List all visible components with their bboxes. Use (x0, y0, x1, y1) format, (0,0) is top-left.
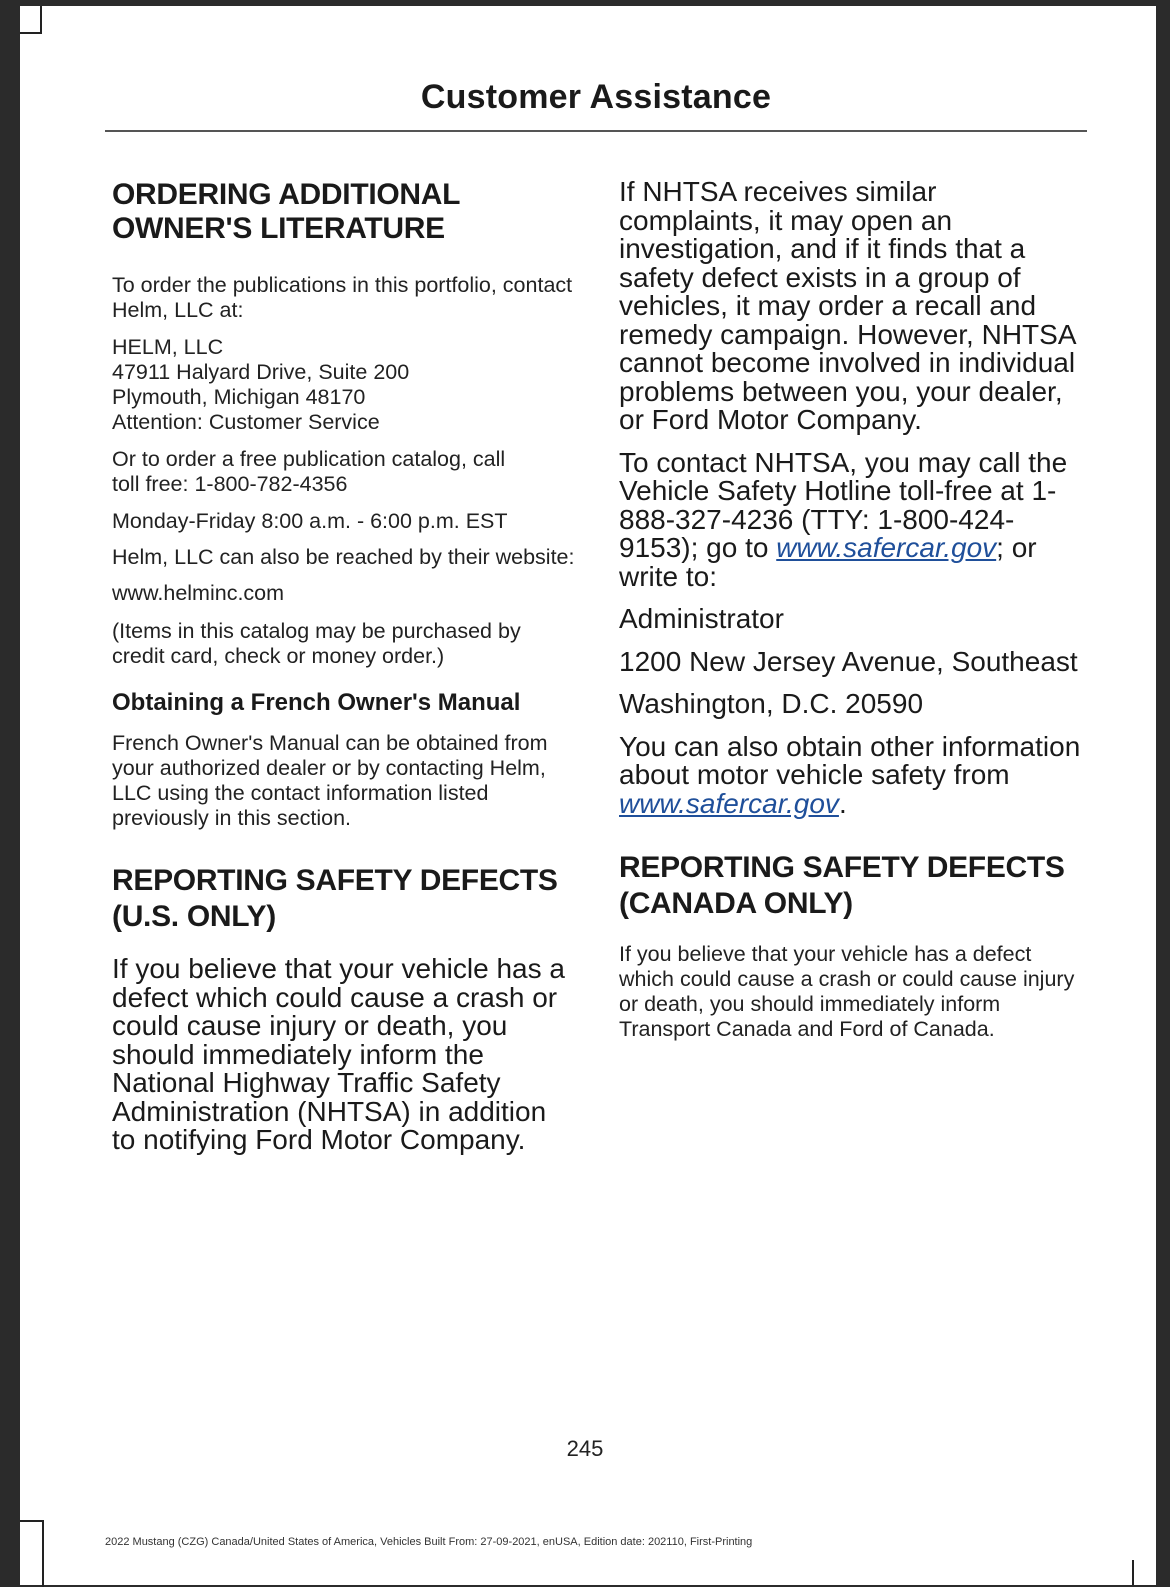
us-defects-body: If you believe that your vehicle has a defect which could cause a crash or could cause injury or death, you should immediately inform the National Highway Traffic Safety Administration (NHTSA) in addition to notifying Ford Motor Company. (112, 953, 565, 1155)
canada-defects-heading: REPORTING SAFETY DEFECTS (CANADA ONLY) (619, 851, 1065, 920)
crop-mark-bottom-left (20, 1520, 44, 1587)
footer-edition-info: 2022 Mustang (CZG) Canada/United States of America, Vehicles Built From: 27-09-2021, enUSA, Edition date: 202110, First-Printing (105, 1536, 753, 1548)
catalog-payment-note: (Items in this catalog may be purchased by credit card, check or money order.) (112, 619, 521, 668)
us-defects-heading: REPORTING SAFETY DEFECTS (U.S. ONLY) (112, 864, 558, 933)
french-manual-body: French Owner's Manual can be obtained from your authorized dealer or by contacting Helm, LLC using the contact information listed previously in this section. (112, 731, 548, 830)
ordering-intro: To order the publications in this portfolio, contact Helm, LLC at: (112, 273, 573, 322)
page-number: 245 (566, 1436, 604, 1461)
french-manual-heading: Obtaining a French Owner's Manual (112, 689, 521, 716)
left-column (112, 178, 577, 1155)
nhtsa-contact-text: To contact NHTSA, you may call the Vehicle Safety Hotline toll-free at 1-888-327-4236 (TTY: 1-800-424-9153); go to www.safercar.gov; or write to: (619, 446, 1068, 592)
nhtsa-address-city: Washington, D.C. 20590 (619, 688, 924, 719)
nhtsa-address-street: 1200 New Jersey Avenue, Southeast (619, 645, 1078, 677)
nhtsa-other-info: You can also obtain other information about motor vehicle safety from www.safercar.gov. (619, 730, 1081, 819)
ordering-heading: ORDERING ADDITIONAL OWNER'S LITERATURE (112, 178, 461, 245)
canada-defects-body: If you believe that your vehicle has a defect which could cause a crash or could cause injury or death, you should immediately inform Transport Canada and Ford of Canada. (619, 942, 1075, 1041)
nhtsa-address-name: Administrator (619, 603, 784, 634)
page-title: Customer Assistance (420, 78, 772, 116)
right-column (619, 178, 1084, 1042)
safercar-link[interactable]: www.safercar.gov (776, 532, 997, 563)
safercar-link-2[interactable]: www.safercar.gov (619, 787, 839, 819)
crop-mark-bottom-right (1132, 1560, 1134, 1585)
website-intro: Helm, LLC can also be reached by their website: (112, 545, 575, 569)
helm-website-link[interactable]: www.helminc.com (112, 581, 285, 605)
nhtsa-investigation-text: If NHTSA receives similar complaints, it may open an investigation, and if it finds that a safety defect exists in a group of vehicles, it may order a recall and remedy campaign. However, NHTSA cannot become involved in individual problems between you, your dealer, or Ford Motor Company. (619, 176, 1076, 435)
catalog-phone-text: Or to order a free publication catalog, call toll free: 1-800-782-4356 (112, 447, 506, 496)
helm-address: HELM, LLC 47911 Halyard Drive, Suite 200 Plymouth, Michigan 48170 Attention: Customer Service (112, 335, 410, 434)
header-divider (105, 130, 1087, 132)
crop-mark-top-left (20, 6, 42, 34)
business-hours: Monday-Friday 8:00 a.m. - 6:00 p.m. EST (112, 509, 508, 533)
